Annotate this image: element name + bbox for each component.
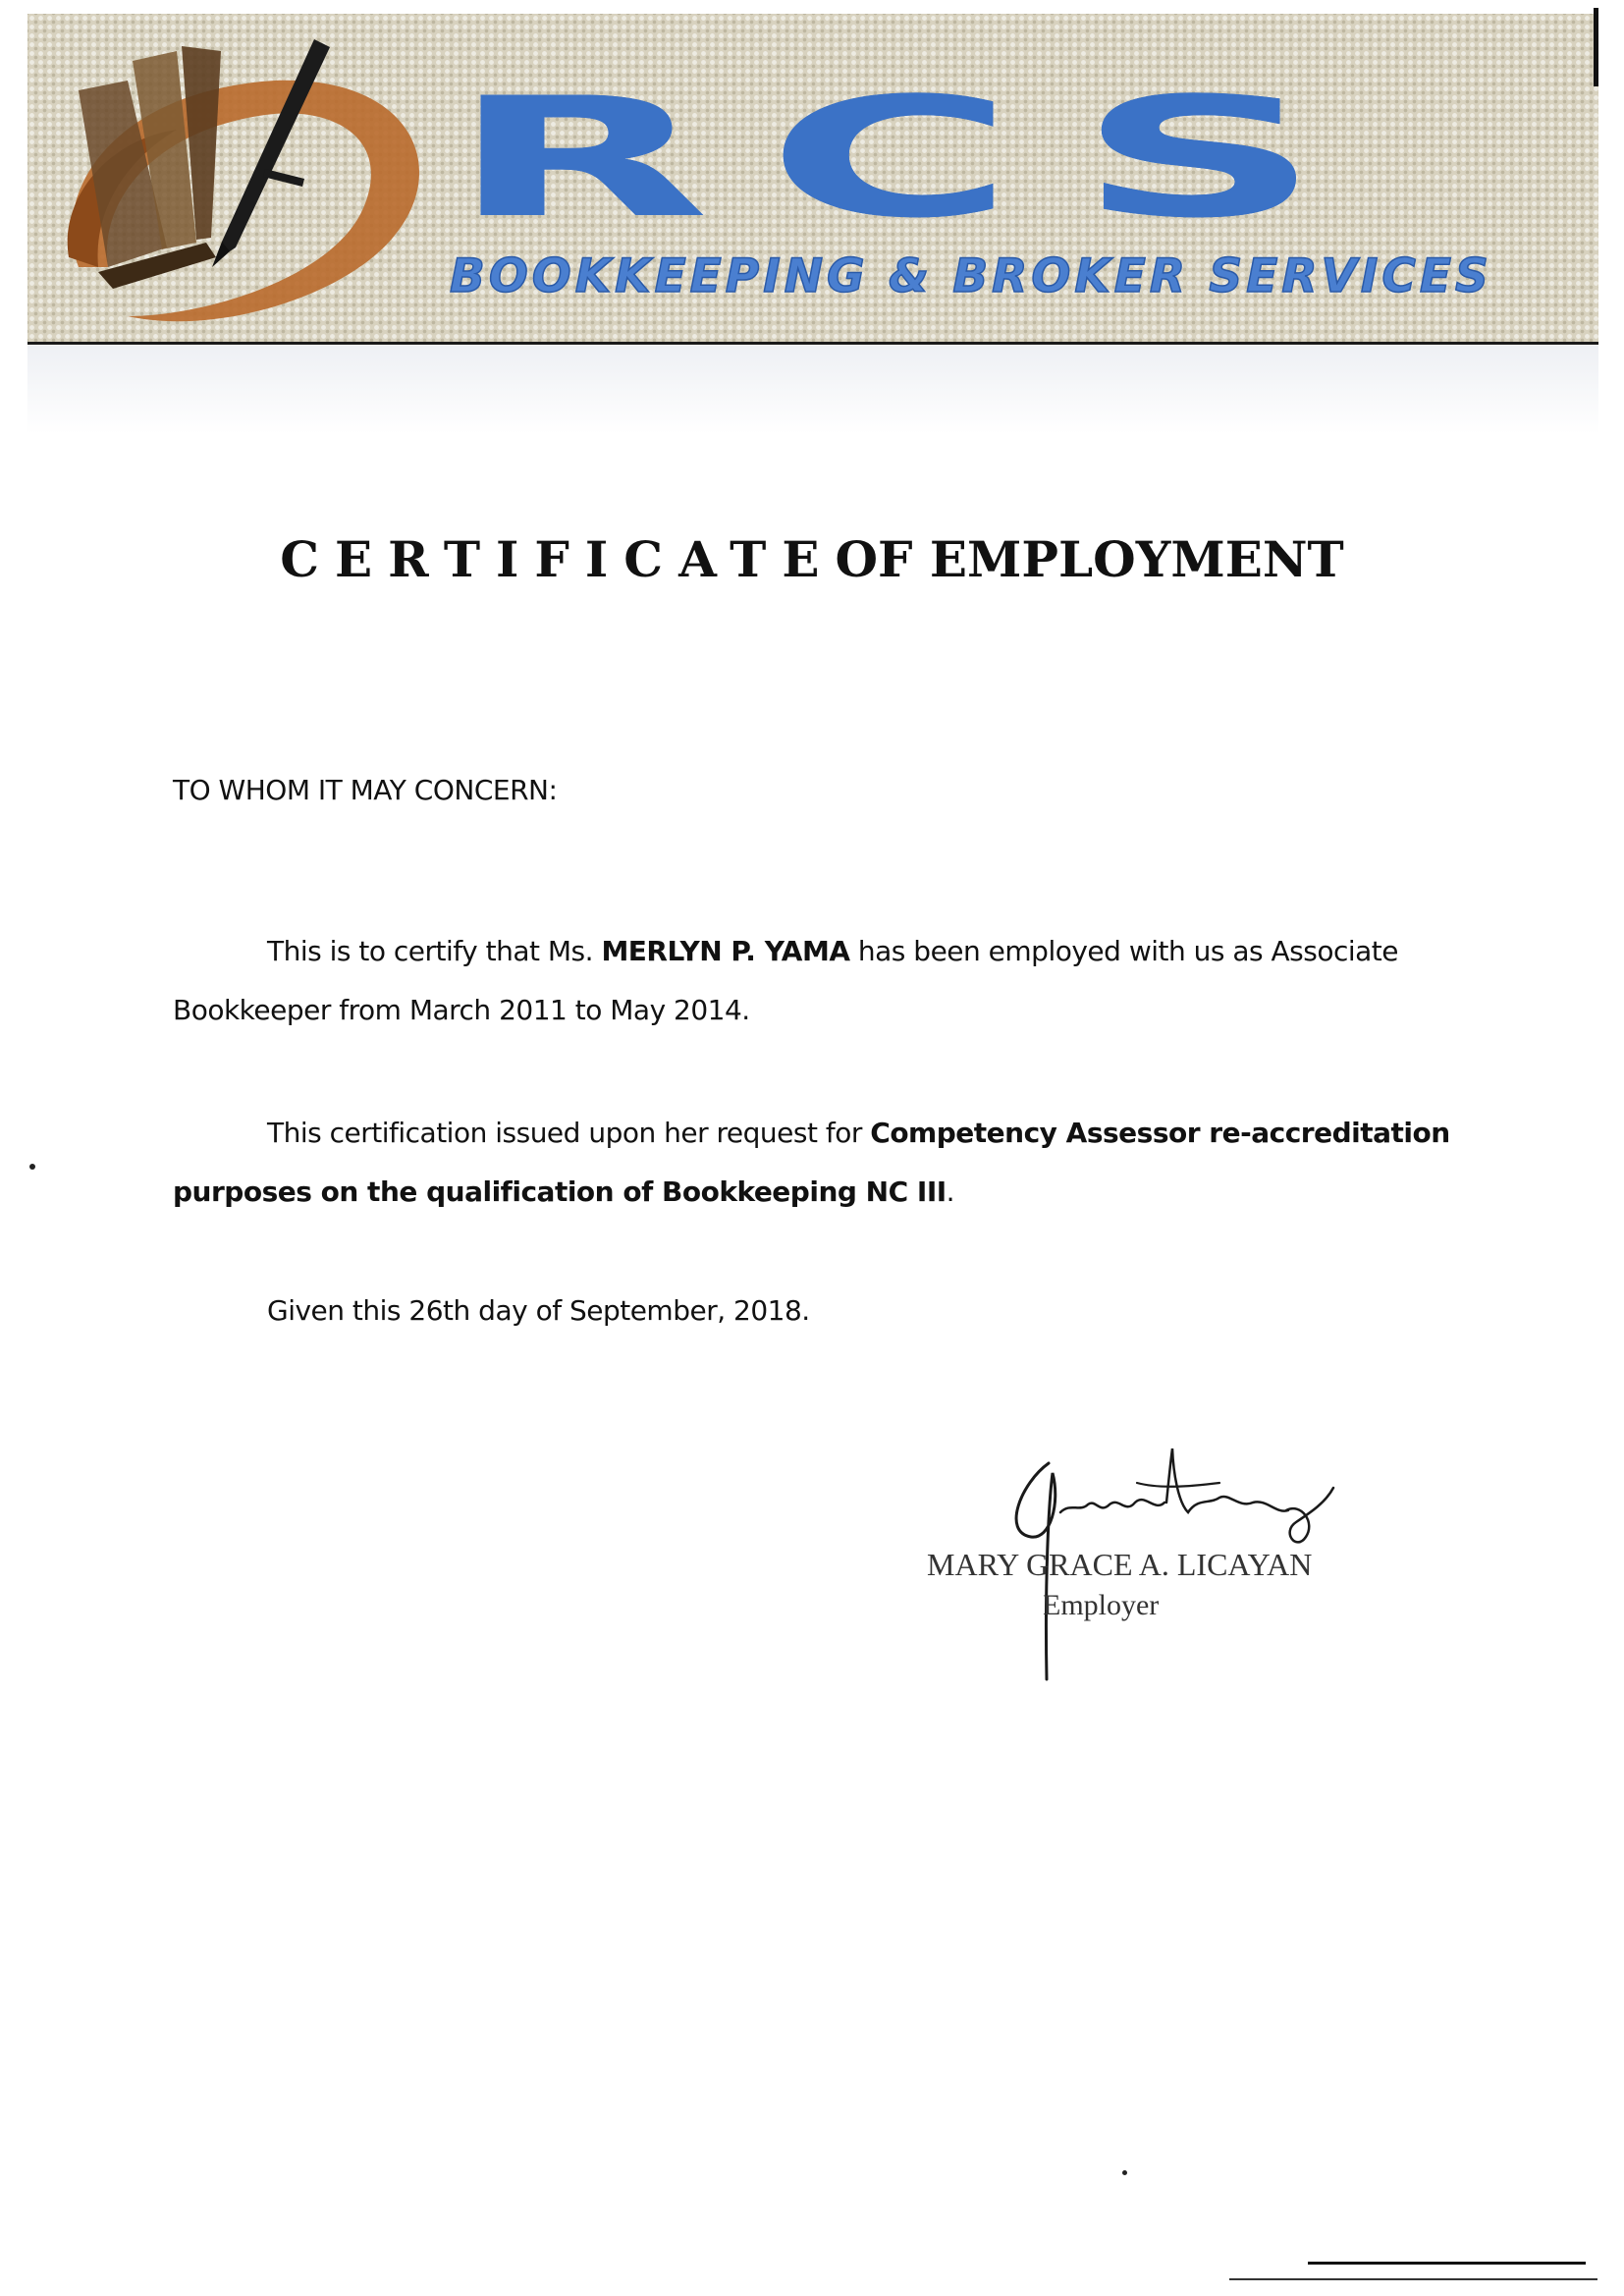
- paragraph-2-line-2: [173, 1175, 954, 1208]
- p1-text-pre: This is to certify that Ms.: [267, 935, 602, 967]
- p2-qualification-bold: purposes on the qualification of Bookkeeping NC III: [173, 1175, 947, 1208]
- logo-emblem-icon: [39, 22, 442, 336]
- p1-text-post: has been employed with us as Associate: [849, 935, 1399, 967]
- title-part-employment: OF EMPLOYMENT: [835, 530, 1344, 588]
- letterhead-banner: [27, 14, 1598, 343]
- document-title: [0, 530, 1624, 588]
- letterhead-rule: [27, 342, 1598, 345]
- scan-shadow: [27, 346, 1598, 434]
- paragraph-1-line-1: [267, 935, 1398, 967]
- logo-letters: RCS: [450, 62, 1378, 254]
- scan-edge-line: [1308, 2262, 1586, 2265]
- scan-edge-line: [1229, 2278, 1597, 2280]
- logo-tagline: BOOKKEEPING & BROKER SERVICES: [450, 249, 1492, 303]
- paragraph-2-line-1: [267, 1117, 1450, 1149]
- employee-name: MERLYN P. YAMA: [601, 935, 850, 967]
- paragraph-1-line-2: Bookkeeper from March 2011 to May 2014.: [173, 994, 750, 1026]
- p2-period: .: [946, 1175, 955, 1208]
- scan-edge-mark: [1594, 8, 1598, 86]
- p2-purpose-bold: Competency Assessor re-accreditation: [870, 1117, 1450, 1149]
- signatory-role: Employer: [1043, 1589, 1160, 1621]
- given-date-line: Given this 26th day of September, 2018.: [267, 1294, 810, 1327]
- scan-speck: [1122, 2170, 1127, 2175]
- p2-text-pre: This certification issued upon her request for: [267, 1117, 871, 1149]
- salutation: TO WHOM IT MAY CONCERN:: [173, 774, 558, 806]
- scan-speck: [29, 1164, 35, 1170]
- signatory-name: MARY GRACE A. LICAYAN: [927, 1547, 1313, 1582]
- title-part-certificate: CERTIFICATE: [280, 530, 836, 588]
